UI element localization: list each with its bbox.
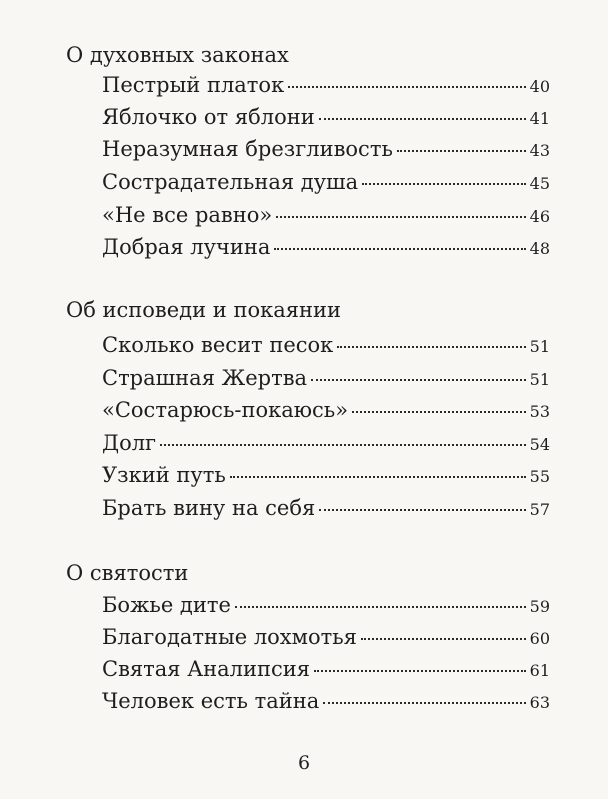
entry-title: Божье дите [102,593,231,617]
entry-title: «Не все равно» [102,203,273,227]
dot-leader [319,509,525,511]
entry-title: Узкий путь [102,463,226,487]
entry-page: 59 [529,597,550,616]
entry-page: 51 [529,337,550,356]
section-title-holiness: О святости [66,561,189,585]
dot-leader [235,606,526,608]
toc-entry [102,201,550,231]
section-title-spiritual-laws: О духовных законах [66,43,289,67]
dot-leader [274,248,525,250]
toc-entry [102,331,550,361]
entry-page: 46 [529,207,550,226]
toc-entry [102,364,550,394]
toc-entry [102,591,550,621]
entry-page: 40 [529,77,550,96]
toc-entry [102,168,550,198]
entry-title: Брать вину на себя [102,496,316,520]
dot-leader [362,183,526,185]
entry-page: 57 [529,500,550,519]
entry-page: 53 [529,402,550,421]
entry-page: 41 [529,109,550,128]
toc-entry [102,687,550,717]
toc-entry [102,135,550,165]
toc-entry [102,429,550,459]
toc-entry [102,396,550,426]
entry-title: Сколько весит песок [102,333,334,357]
dot-leader [323,702,525,704]
entry-page: 45 [529,174,550,193]
entry-page: 51 [529,370,550,389]
toc-entry [102,461,550,491]
dot-leader [361,638,526,640]
dot-leader [314,670,526,672]
entry-title: Святая Аналипсия [102,657,310,681]
entry-title: Яблочко от яблони [102,105,315,129]
toc-entry [102,655,550,685]
dot-leader [288,86,525,88]
dot-leader [230,476,526,478]
entry-title: Пестрый платок [102,73,285,97]
entry-title: «Состарюсь-покаюсь» [102,398,349,422]
entry-title: Страшная Жертва [102,366,308,390]
entry-title: Долг [102,431,157,455]
entry-page: 55 [529,467,550,486]
dot-leader [319,118,526,120]
dot-leader [311,379,526,381]
page-number: 6 [297,752,311,774]
dot-leader [397,150,526,152]
section-title-confession: Об исповеди и покаянии [66,298,341,322]
toc-entry [102,623,550,653]
entry-page: 63 [529,693,550,712]
dot-leader [276,216,525,218]
dot-leader [352,411,526,413]
toc-entry [102,233,550,263]
entry-title: Благодатные лохмотья [102,625,357,649]
toc-entry [102,71,550,101]
toc-entry [102,494,550,524]
entry-page: 61 [529,661,550,680]
entry-title: Добрая лучина [102,235,271,259]
entry-page: 43 [529,141,550,160]
entry-title: Сострадательная душа [102,170,359,194]
entry-page: 54 [529,435,550,454]
dot-leader [160,444,526,446]
dot-leader [337,346,525,348]
entry-page: 48 [529,239,550,258]
toc-entry [102,103,550,133]
entry-title: Неразумная брезгливость [102,137,393,161]
entry-page: 60 [529,629,550,648]
entry-title: Человек есть тайна [102,689,320,713]
